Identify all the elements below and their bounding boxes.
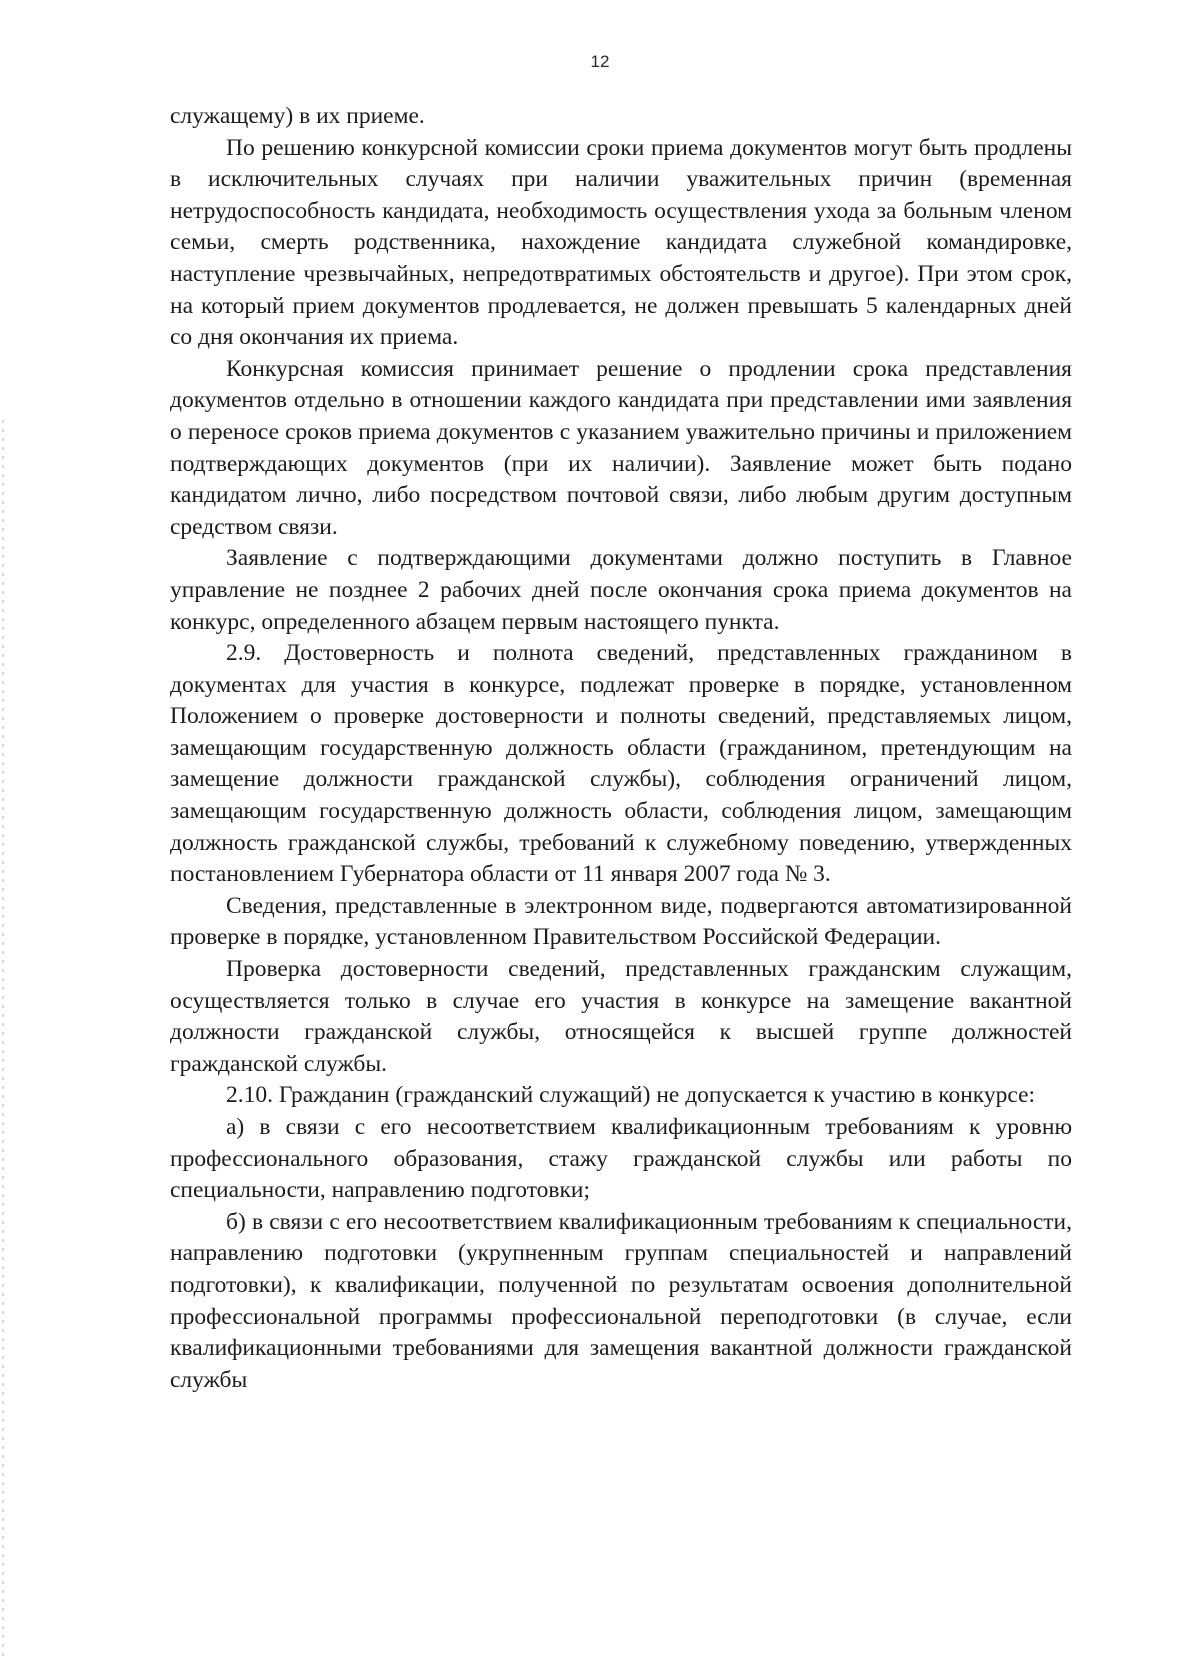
paragraph-item-b: б) в связи с его несоответствием квалификационным требованиям к специальности, направлению подготовки (укрупненным группам специальностей и направлений подготовки), к квалификации, полученной по результатам освоения дополнительной профессиональной программы профессиональной переподготовки (в случае, если квалификационными требованиями для замещения вакантной должности гражданской службы (170, 1208, 1072, 1393)
scan-edge-artifact (2, 420, 4, 1660)
paragraph-extension-of-deadlines: По решению конкурсной комиссии сроки приема документов могут быть продлены в исключительных случаях при наличии уважительных причин (временная нетрудоспособность кандидата, необходимость осуществления ухода за больным членом семьи, смерть родственника, нахождение кандидата служебной командировке, наступление чрезвычайных, непредотвратимых обстоятельств и другое). При этом срок, на который прием документов продлевается, не должен превышать 5 календарных дней со дня окончания их приема. (170, 134, 1072, 351)
paragraph-continuation: служащему) в их приеме. (170, 103, 425, 129)
paragraph-2-10: 2.10. Гражданин (гражданский служащий) не допускается к участию в конкурсе: (226, 1082, 1036, 1109)
paragraph-verification: Проверка достоверности сведений, представленных гражданским служащим, осуществляется только в случае его участия в конкурсе на замещение вакантной должности гражданской службы, относящейся к высшей группе должностей гражданской службы. (170, 956, 1072, 1077)
paragraph-application-deadline: Заявление с подтверждающими документами должно поступить в Главное управление не позднее 2 рабочих дней после окончания срока приема документов на конкурс, определенного абзацем первым настоящего пункта. (170, 545, 1072, 635)
paragraph-commission-decision: Конкурсная комиссия принимает решение о продлении срока представления документов отдельно в отношении каждого кандидата при представлении ими заявления о переносе сроков приема документов с указанием уважительно причины и приложением подтверждающих документов (при их наличии). Заявление может быть подано кандидатом лично, либо посредством почтовой связи, либо любым другим доступным средством связи. (170, 355, 1072, 540)
page-number: 12 (590, 52, 610, 71)
paragraph-electronic-check: Сведения, представленные в электронном виде, подвергаются автоматизированной проверке в порядке, установленном Правительством Российской Федерации. (170, 892, 1072, 951)
document-body (170, 101, 1072, 1396)
paragraph-2-9: 2.9. Достоверность и полнота сведений, представленных гражданином в документах для участия в конкурсе, подлежат проверке в порядке, установленном Положением о проверке достоверности и полноты сведений, представляемых лицом, замещающим государственную должность области (гражданином, претендующим на замещение должности гражданской службы), соблюдения ограничений лицом, замещающим государственную должность области, соблюдения лицом, замещающим должность гражданской службы, требований к служебному поведению, утвержденных постановлением Губернатора области от 11 января 2007 года № 3. (170, 640, 1072, 888)
paragraph-item-a: а) в связи с его несоответствием квалификационным требованиям к уровню профессионального образования, стажу гражданской службы или работы по специальности, направлению подготовки; (170, 1114, 1072, 1204)
